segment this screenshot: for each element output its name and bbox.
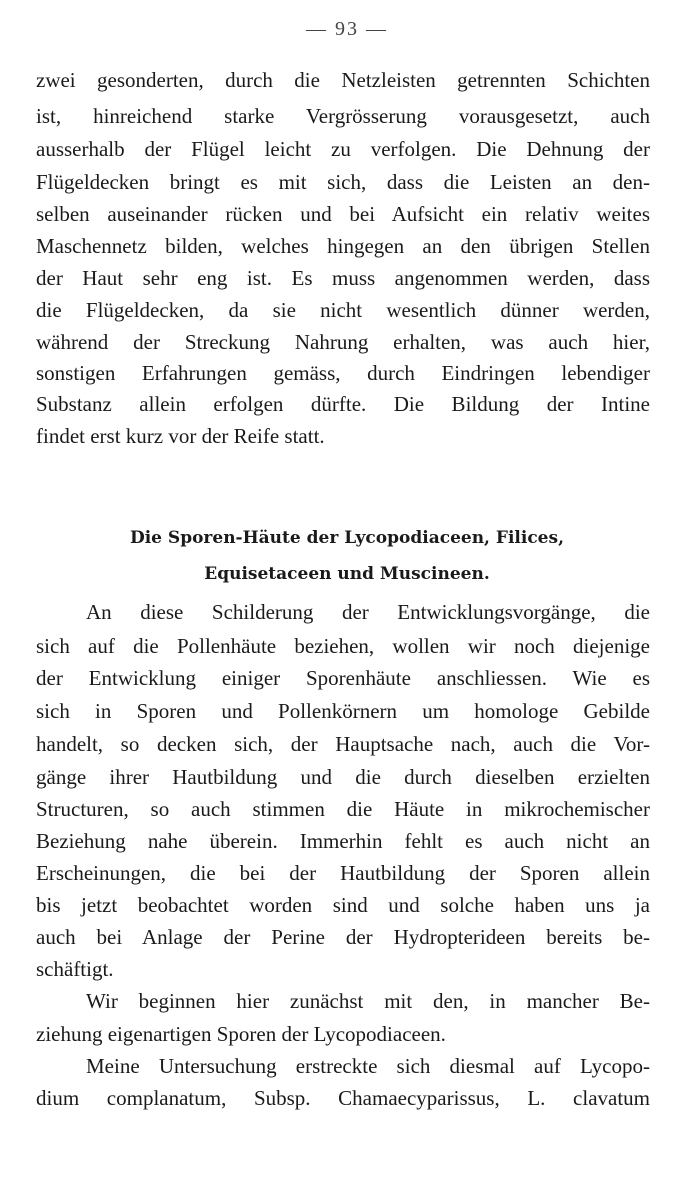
text-line: sich auf die Pollenhäute beziehen, wollen wir noch diejenige: [36, 634, 650, 658]
text-line: schäftigt.: [36, 957, 114, 981]
text-line: Substanz allein erfolgen dürfte. Die Bildung der Intine: [36, 392, 650, 416]
text-line: ist, hinreichend starke Vergrösserung vorausgesetzt, auch: [36, 104, 650, 128]
text-line: An diese Schilderung der Entwicklungsvorgänge, die: [86, 600, 650, 624]
section-heading-line-1: Die Sporen-Häute der Lycopodiaceen, Filices,: [129, 528, 564, 548]
text-line: findet erst kurz vor der Reife statt.: [36, 424, 325, 448]
text-line: sonstigen Erfahrungen gemäss, durch Eindringen lebendiger: [36, 361, 650, 385]
text-line: Structuren, so auch stimmen die Häute in mikrochemischer: [36, 797, 650, 821]
text-line: gänge ihrer Hautbildung und die durch dieselben erzielten: [36, 765, 650, 789]
text-line: Wir beginnen hier zunächst mit den, in mancher Be-: [86, 989, 650, 1013]
text-line: der Haut sehr eng ist. Es muss angenommen werden, dass: [36, 266, 650, 290]
text-line: während der Streckung Nahrung erhalten, was auch hier,: [36, 330, 650, 354]
text-line: handelt, so decken sich, der Hauptsache nach, auch die Vor-: [36, 732, 650, 756]
text-line: zwei gesonderten, durch die Netzleisten getrennten Schichten: [36, 68, 650, 92]
text-line: ziehung eigenartigen Sporen der Lycopodiaceen.: [36, 1022, 446, 1046]
text-line: die Flügeldecken, da sie nicht wesentlich dünner werden,: [36, 298, 650, 322]
text-line: der Entwicklung einiger Sporenhäute anschliessen. Wie es: [36, 666, 650, 690]
text-line: Flügeldecken bringt es mit sich, dass die Leisten an den-: [36, 170, 650, 194]
text-line: auch bei Anlage der Perine der Hydropterideen bereits be-: [36, 925, 650, 949]
text-line: sich in Sporen und Pollenkörnern um homologe Gebilde: [36, 699, 650, 723]
text-line: ausserhalb der Flügel leicht zu verfolgen. Die Dehnung der: [36, 137, 650, 161]
section-heading-line-2: Equisetaceen und Muscineen.: [204, 564, 490, 584]
text-line: dium complanatum, Subsp. Chamaecyparissus, L. clavatum: [36, 1086, 650, 1110]
text-line: bis jetzt beobachtet worden sind und solche haben uns ja: [36, 893, 650, 917]
text-line: Erscheinungen, die bei der Hautbildung der Sporen allein: [36, 861, 650, 885]
text-line: selben auseinander rücken und bei Aufsicht ein relativ weites: [36, 202, 650, 226]
page-number: — 93 —: [306, 18, 388, 40]
text-line: Maschennetz bilden, welches hingegen an den übrigen Stellen: [36, 234, 650, 258]
text-line: Meine Untersuchung erstreckte sich diesmal auf Lycopo-: [86, 1054, 650, 1078]
text-line: Beziehung nahe überein. Immerhin fehlt es auch nicht an: [36, 829, 650, 853]
